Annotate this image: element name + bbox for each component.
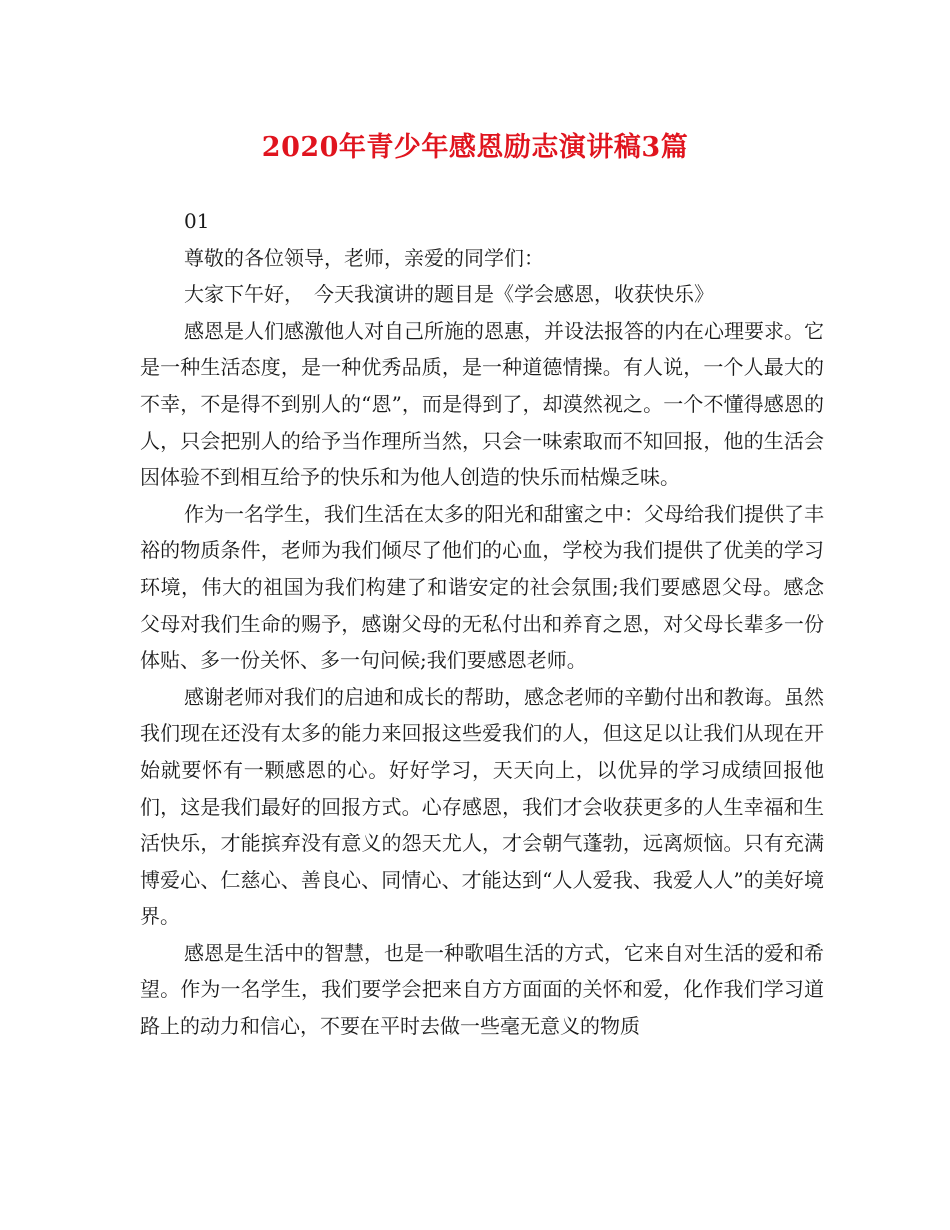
body-paragraph: 感谢老师对我们的启迪和成长的帮助，感念老师的辛勤付出和教诲。虽然我们现在还没有太多的能力来回报这些爱我们的人，但这足以让我们从现在开始就要怀有一颗感恩的心。好好学习，天天向上，以优异的学习成绩回报他们，这是我们最好的回报方式。心存感恩，我们才会收获更多的人生幸福和生活快乐，才能摈弃没有意义的怨天尤人，才会朝气蓬勃，远离烦恼。只有充满博爱心、仁慈心、善良心、同情心、才能达到“人人爱我、我爱人人”的美好境界。 (140, 684, 824, 929)
body-paragraph: 感恩是生活中的智慧，也是一种歌唱生活的方式，它来自对生活的爱和希望。作为一名学生，我们要学会把来自方方面面的关怀和爱，化作我们学习道路上的动力和信心，不要在平时去做一些毫无意义的物质 (140, 940, 824, 1039)
greeting-paragraph: 大家下午好， 今天我演讲的题目是《学会感恩，收获快乐》 (184, 282, 714, 307)
body-paragraph: 感恩是人们感激他人对自己所施的恩惠，并设法报答的内在心理要求。它是一种生活态度，是一种优秀品质，是一种道德情操。有人说，一个人最大的不幸，不是得不到别人的“恩”，而是得到了，却漠然视之。一个不懂得感恩的人，只会把别人的给予当作理所当然，只会一味索取而不知回报，他的生活会因体验不到相互给予的快乐和为他人创造的快乐而枯燥乏味。 (140, 318, 824, 490)
document-title: 2020年青少年感恩励志演讲稿3篇 (261, 132, 689, 163)
body-paragraph: 作为一名学生，我们生活在太多的阳光和甜蜜之中：父母给我们提供了丰裕的物质条件，老师为我们倾尽了他们的心血，学校为我们提供了优美的学习环境，伟大的祖国为我们构建了和谐安定的社会氛围;我们要感恩父母。感念父母对我们生命的赐予，感谢父母的无私付出和养育之恩，对父母长辈多一份体贴、多一份关怀、多一句问候;我们要感恩老师。 (140, 501, 824, 673)
salutation: 尊敬的各位领导，老师，亲爱的同学们： (184, 245, 544, 270)
section-number: 01 (184, 209, 210, 233)
document-body (140, 203, 824, 1045)
